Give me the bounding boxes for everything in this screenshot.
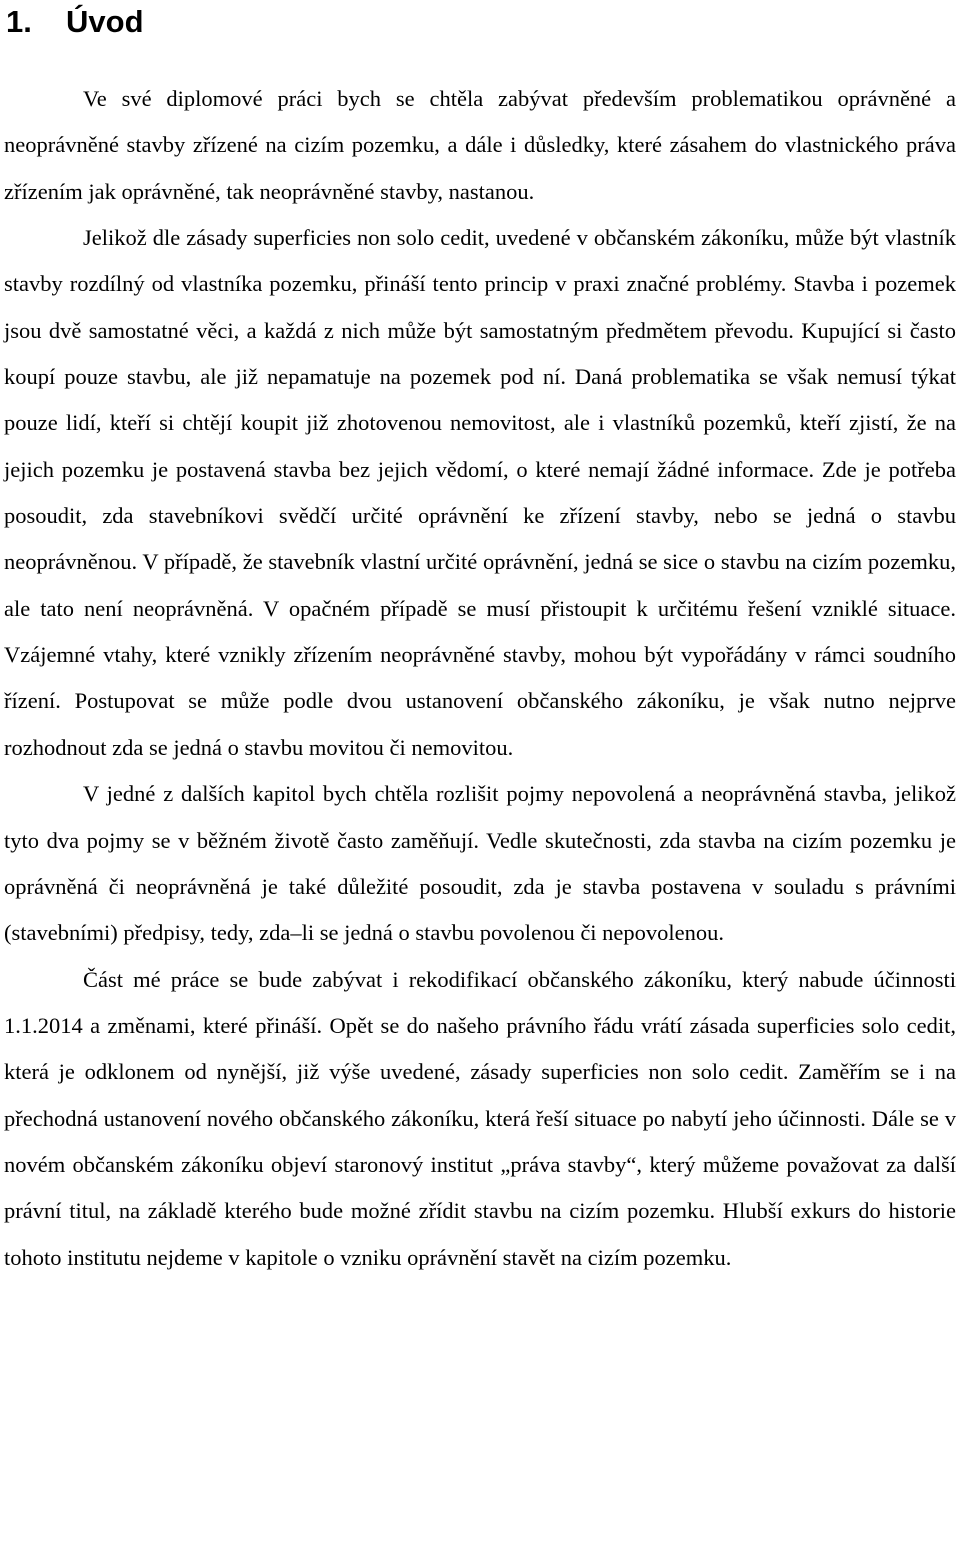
- paragraph: Ve své diplomové práci bych se chtěla zabývat především problematikou oprávněné a neoprávněné stavby zřízené na cizím pozemku, a dále i důsledky, které zásahem do vlastnického práva zřízením jak oprávněné, tak neoprávněné stavby, nastanou.: [4, 86, 956, 204]
- paragraph: Část mé práce se bude zabývat i rekodifikací občanského zákoníku, který nabude účinnosti 1.1.2014 a změnami, které přináší. Opět se do našeho právního řádu vrátí zásada superficies solo cedit, která je odklonem od nynější, již výše uvedené, zásady superficies non solo cedit. Zaměřím se i na přechodná ustanovení nového občanského zákoníku, která řeší situace po nabytí jeho účinnosti. Dále se v novém občanském zákoníku objeví staronový institut „práva stavby“, který můžeme považovat za další právní titul, na základě kterého bude možné zřídit stavbu na cizím pozemku. Hlubší exkurs do historie tohoto institutu nejdeme v kapitole o vzniku oprávnění stavět na cizím pozemku.: [4, 966, 956, 1270]
- paragraph: Jelikož dle zásady superficies non solo cedit, uvedené v občanském zákoníku, může být vlastník stavby rozdílný od vlastníka pozemku, přináší tento princip v praxi značné problémy. Stavba i pozemek jsou dvě samostatné věci, a každá z nich může být samostatným předmětem převodu. Kupující si často koupí pouze stavbu, ale již nepamatuje na pozemek pod ní. Daná problematika se však nemusí týkat pouze lidí, kteří si chtějí koupit již zhotovenou nemovitost, ale i vlastníků pozemků, kteří zjistí, že na jejich pozemku je postavená stavba bez jejich vědomí, o které nemají žádné informace. Zde je potřeba posoudit, zda stavebníkovi svědčí určité oprávnění ke zřízení stavby, nebo se jedná o stavbu neoprávněnou. V případě, že stavebník vlastní určité oprávnění, jedná se sice o stavbu na cizím pozemku, ale tato není neoprávněná. V opačném případě se musí přistoupit k určitému řešení vzniklé situace. Vzájemné vtahy, které vznikly zřízením neoprávněné stavby, mohou být vypořádány v rámci soudního řízení. Postupovat se může podle dvou ustanovení občanského zákoníku, je však nutno nejprve rozhodnout zda se jedná o stavbu movitou či nemovitou.: [4, 225, 956, 760]
- chapter-body: [4, 76, 956, 1281]
- chapter-title: Úvod: [66, 4, 144, 39]
- chapter-number: 1.: [6, 4, 32, 39]
- paragraph: V jedné z dalších kapitol bych chtěla rozlišit pojmy nepovolená a neoprávněná stavba, jelikož tyto dva pojmy se v běžném životě často zaměňují. Vedle skutečnosti, zda stavba na cizím pozemku je oprávněná či neoprávněná je také důležité posoudit, zda je stavba postavena v souladu s právními (stavebními) předpisy, tedy, zda–li se jedná o stavbu povolenou či nepovolenou.: [4, 781, 956, 946]
- chapter-heading: [6, 2, 144, 42]
